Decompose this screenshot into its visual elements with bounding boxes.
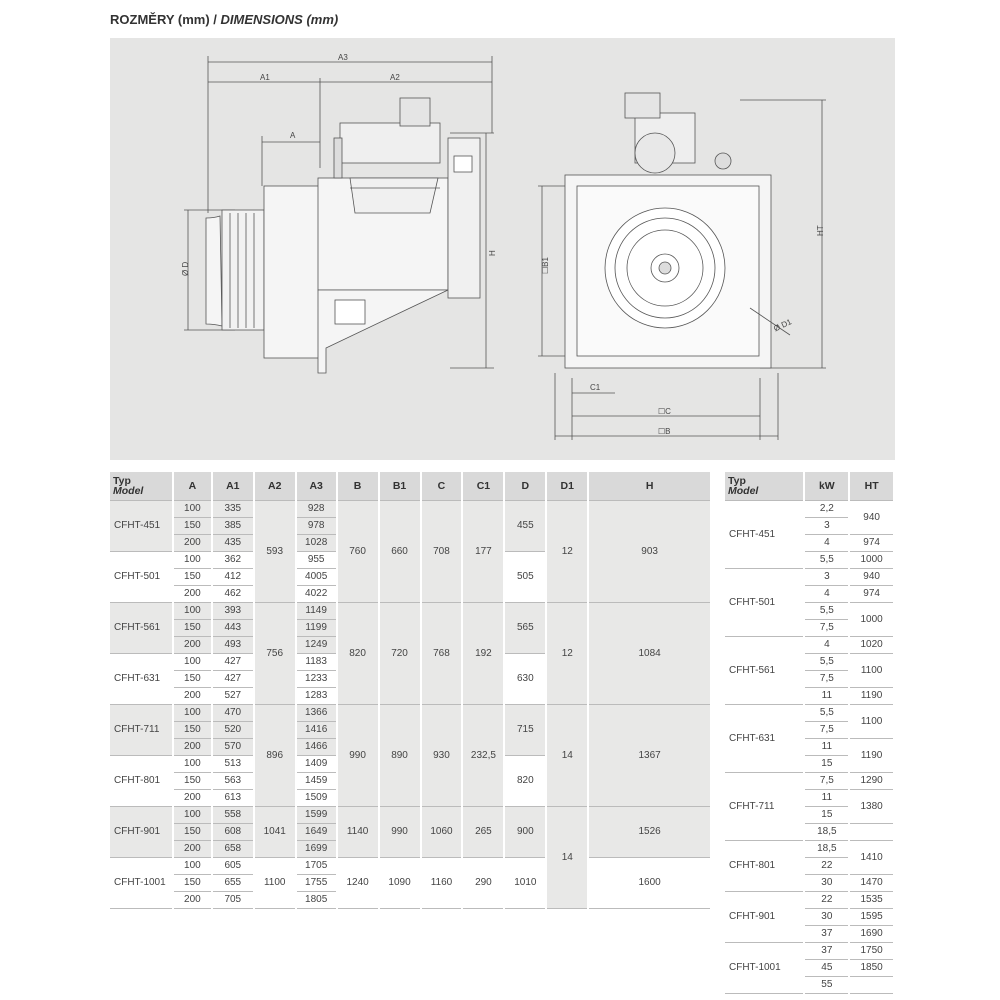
a1-cell: 605 <box>212 858 254 875</box>
a3-cell: 1199 <box>296 620 337 637</box>
model-cell: CFHT-1001 <box>725 943 804 994</box>
kw-cell: 22 <box>804 858 849 875</box>
ht-cell: 1190 <box>849 688 894 705</box>
kw-cell: 7,5 <box>804 671 849 688</box>
a1-cell: 613 <box>212 790 254 807</box>
a-cell: 200 <box>173 688 212 705</box>
a1-cell: 513 <box>212 756 254 773</box>
model-cell: CFHT-631 <box>725 705 804 773</box>
front-view <box>538 93 826 440</box>
a1-cell: 335 <box>212 501 254 518</box>
a3-cell: 1699 <box>296 841 337 858</box>
a-cell: 200 <box>173 841 212 858</box>
table-row <box>725 705 894 722</box>
header-typ-2: Typ Model <box>725 472 804 501</box>
a1-cell: 493 <box>212 637 254 654</box>
dimensions-table <box>110 472 712 909</box>
a1-cell: 558 <box>212 807 254 824</box>
label-a3: A3 <box>338 53 348 62</box>
d-cell: 1010 <box>504 858 546 909</box>
label-d1: Ø D1 <box>772 317 793 334</box>
header-a: A <box>173 472 212 501</box>
c-cell: 708 <box>421 501 463 603</box>
d-cell: 820 <box>504 756 546 807</box>
kw-cell: 3 <box>804 518 849 535</box>
c1-cell: 192 <box>462 603 504 705</box>
table-row <box>725 637 894 654</box>
a-cell: 100 <box>173 603 212 620</box>
drawing-svg <box>110 38 895 460</box>
a-cell: 150 <box>173 518 212 535</box>
a-cell: 100 <box>173 552 212 569</box>
b-cell: 820 <box>337 603 379 705</box>
d1-cell: 12 <box>546 603 588 705</box>
kw-cell: 11 <box>804 739 849 756</box>
kw-cell: 55 <box>804 977 849 994</box>
a1-cell: 655 <box>212 875 254 892</box>
kw-cell: 4 <box>804 637 849 654</box>
a3-cell: 1649 <box>296 824 337 841</box>
a1-cell: 705 <box>212 892 254 909</box>
kw-cell: 5,5 <box>804 552 849 569</box>
a-cell: 100 <box>173 807 212 824</box>
a3-cell: 1233 <box>296 671 337 688</box>
label-a: A <box>290 131 296 140</box>
h-cell: 1084 <box>588 603 711 705</box>
d-cell: 505 <box>504 552 546 603</box>
table-row <box>110 603 711 620</box>
kw-cell: 30 <box>804 875 849 892</box>
a3-cell: 928 <box>296 501 337 518</box>
ht-cell: 1380 <box>849 790 894 824</box>
table-row <box>725 773 894 790</box>
a1-cell: 470 <box>212 705 254 722</box>
table-row <box>110 501 711 518</box>
c-cell: 930 <box>421 705 463 807</box>
label-h: H <box>488 250 497 256</box>
ht-cell: 1535 <box>849 892 894 909</box>
d-cell: 455 <box>504 501 546 552</box>
technical-drawing <box>110 38 895 460</box>
a-cell: 100 <box>173 501 212 518</box>
header-c1: C1 <box>462 472 504 501</box>
kw-cell: 11 <box>804 790 849 807</box>
c1-cell: 232,5 <box>462 705 504 807</box>
b1-cell: 660 <box>379 501 421 603</box>
table-row <box>110 807 711 824</box>
a1-cell: 443 <box>212 620 254 637</box>
ht-cell: 1190 <box>849 739 894 773</box>
a-cell: 200 <box>173 586 212 603</box>
model-cell: CFHT-801 <box>110 756 173 807</box>
a-cell: 200 <box>173 739 212 756</box>
a-cell: 150 <box>173 569 212 586</box>
kw-cell: 18,5 <box>804 841 849 858</box>
a1-cell: 608 <box>212 824 254 841</box>
kw-cell: 11 <box>804 688 849 705</box>
a3-cell: 1416 <box>296 722 337 739</box>
a-cell: 100 <box>173 858 212 875</box>
model-cell: CFHT-561 <box>110 603 173 654</box>
a3-cell: 1459 <box>296 773 337 790</box>
c-cell: 1060 <box>421 807 463 858</box>
a3-cell: 955 <box>296 552 337 569</box>
model-cell: CFHT-451 <box>725 501 804 569</box>
header-typ: Typ Model <box>110 472 173 501</box>
ht-cell: 974 <box>849 535 894 552</box>
header-h: H <box>588 472 711 501</box>
title-czech: ROZMĚRY (mm) / <box>110 12 221 27</box>
c1-cell: 290 <box>462 858 504 909</box>
kw-cell: 7,5 <box>804 722 849 739</box>
a1-cell: 427 <box>212 671 254 688</box>
ht-cell: 1595 <box>849 909 894 926</box>
header-kw: kW <box>804 472 849 501</box>
a3-cell: 4022 <box>296 586 337 603</box>
a1-cell: 570 <box>212 739 254 756</box>
d-cell: 900 <box>504 807 546 858</box>
header-a2: A2 <box>254 472 296 501</box>
d1-cell: 12 <box>546 501 588 603</box>
h-cell: 1600 <box>588 858 711 909</box>
label-ht: HT <box>816 225 825 236</box>
a3-cell: 1755 <box>296 875 337 892</box>
a3-cell: 1409 <box>296 756 337 773</box>
ht-cell: 940 <box>849 569 894 586</box>
d1-cell: 14 <box>546 705 588 807</box>
a3-cell: 1183 <box>296 654 337 671</box>
kw-cell: 3 <box>804 569 849 586</box>
a-cell: 200 <box>173 637 212 654</box>
ht-cell: 1000 <box>849 552 894 569</box>
a-cell: 200 <box>173 892 212 909</box>
model-cell: CFHT-901 <box>725 892 804 943</box>
table-row <box>725 569 894 586</box>
a2-cell: 593 <box>254 501 296 603</box>
a2-cell: 896 <box>254 705 296 807</box>
d-cell: 565 <box>504 603 546 654</box>
a3-cell: 1028 <box>296 535 337 552</box>
b-cell: 1240 <box>337 858 379 909</box>
page-title <box>110 12 338 27</box>
ht-cell <box>849 977 894 994</box>
a3-cell: 1283 <box>296 688 337 705</box>
table-row <box>725 841 894 858</box>
label-b: ☐B <box>658 427 671 436</box>
ht-cell: 1470 <box>849 875 894 892</box>
kw-cell: 7,5 <box>804 773 849 790</box>
kw-cell: 7,5 <box>804 620 849 637</box>
kw-cell: 5,5 <box>804 705 849 722</box>
kw-cell: 22 <box>804 892 849 909</box>
b-cell: 990 <box>337 705 379 807</box>
kw-cell: 45 <box>804 960 849 977</box>
d-cell: 715 <box>504 705 546 756</box>
a-cell: 200 <box>173 790 212 807</box>
label-c: ☐C <box>658 407 671 416</box>
a-cell: 150 <box>173 620 212 637</box>
kw-cell: 18,5 <box>804 824 849 841</box>
a3-cell: 1366 <box>296 705 337 722</box>
label-d: Ø D <box>181 261 190 276</box>
model-cell: CFHT-1001 <box>110 858 173 909</box>
a3-cell: 978 <box>296 518 337 535</box>
a2-cell: 756 <box>254 603 296 705</box>
h-cell: 903 <box>588 501 711 603</box>
table-row <box>725 892 894 909</box>
kw-cell: 15 <box>804 756 849 773</box>
kw-cell: 4 <box>804 586 849 603</box>
title-english: DIMENSIONS (mm) <box>220 12 339 27</box>
model-cell: CFHT-711 <box>725 773 804 841</box>
header-b1: B1 <box>379 472 421 501</box>
d1-cell: 14 <box>546 807 588 909</box>
ht-cell: 1690 <box>849 926 894 943</box>
a3-cell: 1249 <box>296 637 337 654</box>
a1-cell: 385 <box>212 518 254 535</box>
header-d1: D1 <box>546 472 588 501</box>
a3-cell: 1599 <box>296 807 337 824</box>
ht-cell: 1000 <box>849 603 894 637</box>
c1-cell: 177 <box>462 501 504 603</box>
ht-cell: 1100 <box>849 654 894 688</box>
kw-cell: 15 <box>804 807 849 824</box>
a-cell: 150 <box>173 875 212 892</box>
a-cell: 200 <box>173 535 212 552</box>
a1-cell: 527 <box>212 688 254 705</box>
model-cell: CFHT-561 <box>725 637 804 705</box>
header-a1: A1 <box>212 472 254 501</box>
label-c1: C1 <box>590 383 601 392</box>
a1-cell: 462 <box>212 586 254 603</box>
a-cell: 150 <box>173 773 212 790</box>
table-row <box>110 705 711 722</box>
ht-cell: 1750 <box>849 943 894 960</box>
ht-cell <box>849 824 894 841</box>
table-row <box>725 943 894 960</box>
a1-cell: 563 <box>212 773 254 790</box>
ht-cell: 940 <box>849 501 894 535</box>
b-cell: 1140 <box>337 807 379 858</box>
model-cell: CFHT-901 <box>110 807 173 858</box>
kw-cell: 30 <box>804 909 849 926</box>
h-cell: 1526 <box>588 807 711 858</box>
ht-cell: 1100 <box>849 705 894 739</box>
side-view <box>184 56 494 373</box>
a-cell: 100 <box>173 705 212 722</box>
ht-cell: 1850 <box>849 960 894 977</box>
header-a3: A3 <box>296 472 337 501</box>
model-cell: CFHT-501 <box>110 552 173 603</box>
b1-cell: 720 <box>379 603 421 705</box>
a-cell: 100 <box>173 756 212 773</box>
a-cell: 150 <box>173 824 212 841</box>
model-cell: CFHT-501 <box>725 569 804 637</box>
a3-cell: 1149 <box>296 603 337 620</box>
table-row <box>725 501 894 518</box>
a1-cell: 393 <box>212 603 254 620</box>
ht-cell: 1410 <box>849 841 894 875</box>
kw-cell: 37 <box>804 943 849 960</box>
a3-cell: 1805 <box>296 892 337 909</box>
label-a2: A2 <box>390 73 400 82</box>
header-b: B <box>337 472 379 501</box>
model-cell: CFHT-451 <box>110 501 173 552</box>
h-cell: 1367 <box>588 705 711 807</box>
header-d: D <box>504 472 546 501</box>
table-row <box>110 858 711 875</box>
b1-cell: 990 <box>379 807 421 858</box>
label-a1: A1 <box>260 73 270 82</box>
c-cell: 1160 <box>421 858 463 909</box>
a1-cell: 658 <box>212 841 254 858</box>
ht-cell: 1020 <box>849 637 894 654</box>
d-cell: 630 <box>504 654 546 705</box>
a3-cell: 1466 <box>296 739 337 756</box>
a1-cell: 435 <box>212 535 254 552</box>
c-cell: 768 <box>421 603 463 705</box>
a-cell: 150 <box>173 671 212 688</box>
header-c: C <box>421 472 463 501</box>
a3-cell: 1509 <box>296 790 337 807</box>
a3-cell: 4005 <box>296 569 337 586</box>
c1-cell: 265 <box>462 807 504 858</box>
kw-cell: 37 <box>804 926 849 943</box>
model-cell: CFHT-711 <box>110 705 173 756</box>
a1-cell: 362 <box>212 552 254 569</box>
b-cell: 760 <box>337 501 379 603</box>
model-cell: CFHT-631 <box>110 654 173 705</box>
b1-cell: 890 <box>379 705 421 807</box>
model-cell: CFHT-801 <box>725 841 804 892</box>
a1-cell: 427 <box>212 654 254 671</box>
kw-cell: 2,2 <box>804 501 849 518</box>
a-cell: 100 <box>173 654 212 671</box>
header-ht: HT <box>849 472 894 501</box>
a1-cell: 412 <box>212 569 254 586</box>
a2-cell: 1100 <box>254 858 296 909</box>
ht-cell: 974 <box>849 586 894 603</box>
ht-cell: 1290 <box>849 773 894 790</box>
kw-cell: 5,5 <box>804 654 849 671</box>
a2-cell: 1041 <box>254 807 296 858</box>
label-b1: ☐B1 <box>541 257 550 274</box>
a1-cell: 520 <box>212 722 254 739</box>
power-table <box>725 472 895 994</box>
kw-cell: 4 <box>804 535 849 552</box>
a-cell: 150 <box>173 722 212 739</box>
a3-cell: 1705 <box>296 858 337 875</box>
b1-cell: 1090 <box>379 858 421 909</box>
kw-cell: 5,5 <box>804 603 849 620</box>
